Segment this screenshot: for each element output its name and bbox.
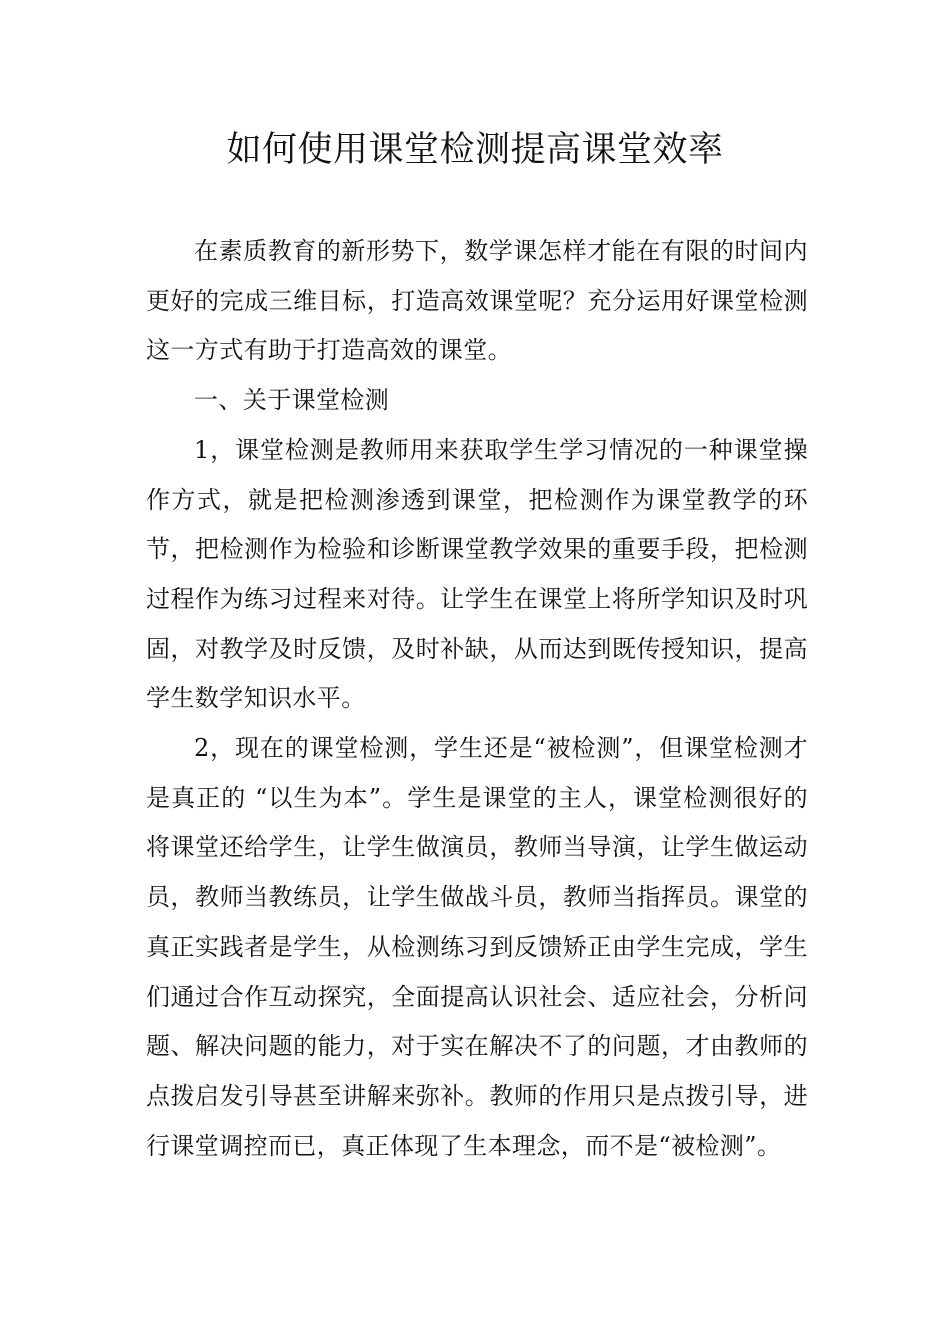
- paragraph-point-1: 1，课堂检测是教师用来获取学生学习情况的一种课堂操作方式，就是把检测渗透到课堂，把检测作为课堂教学的环节，把检测作为检验和诊断课堂教学效果的重要手段，把检测过程作为练习过程来对待。让学生在课堂上将所学知识及时巩固，对教学及时反馈，及时补缺，从而达到既传授知识，提高学生数学知识水平。: [146, 435, 808, 713]
- document-title: 如何使用课堂检测提高课堂效率: [226, 130, 724, 170]
- document-body: [146, 227, 808, 1171]
- paragraph-intro: 在素质教育的新形势下，数学课怎样才能在有限的时间内更好的完成三维目标，打造高效课堂呢？充分运用好课堂检测这一方式有助于打造高效的课堂。: [146, 237, 808, 365]
- section-heading-1: 一、关于课堂检测: [194, 386, 390, 415]
- paragraph-point-2: 2，现在的课堂检测，学生还是“被检测”，但课堂检测才是真正的 “以生为本”。学生是课堂的主人，课堂检测很好的将课堂还给学生，让学生做演员，教师当导演，让学生做运动员，教师当教练员，让学生做战斗员，教师当指挥员。课堂的真正实践者是学生，从检测练习到反馈矫正由学生完成，学生们通过合作互动探究，全面提高认识社会、适应社会，分析问题、解决问题的能力，对于实在解决不了的问题，才由教师的点拨启发引导甚至讲解来弥补。教师的作用只是点拨引导，进行课堂调控而已，真正体现了生本理念，而不是“被检测”。: [146, 734, 808, 1160]
